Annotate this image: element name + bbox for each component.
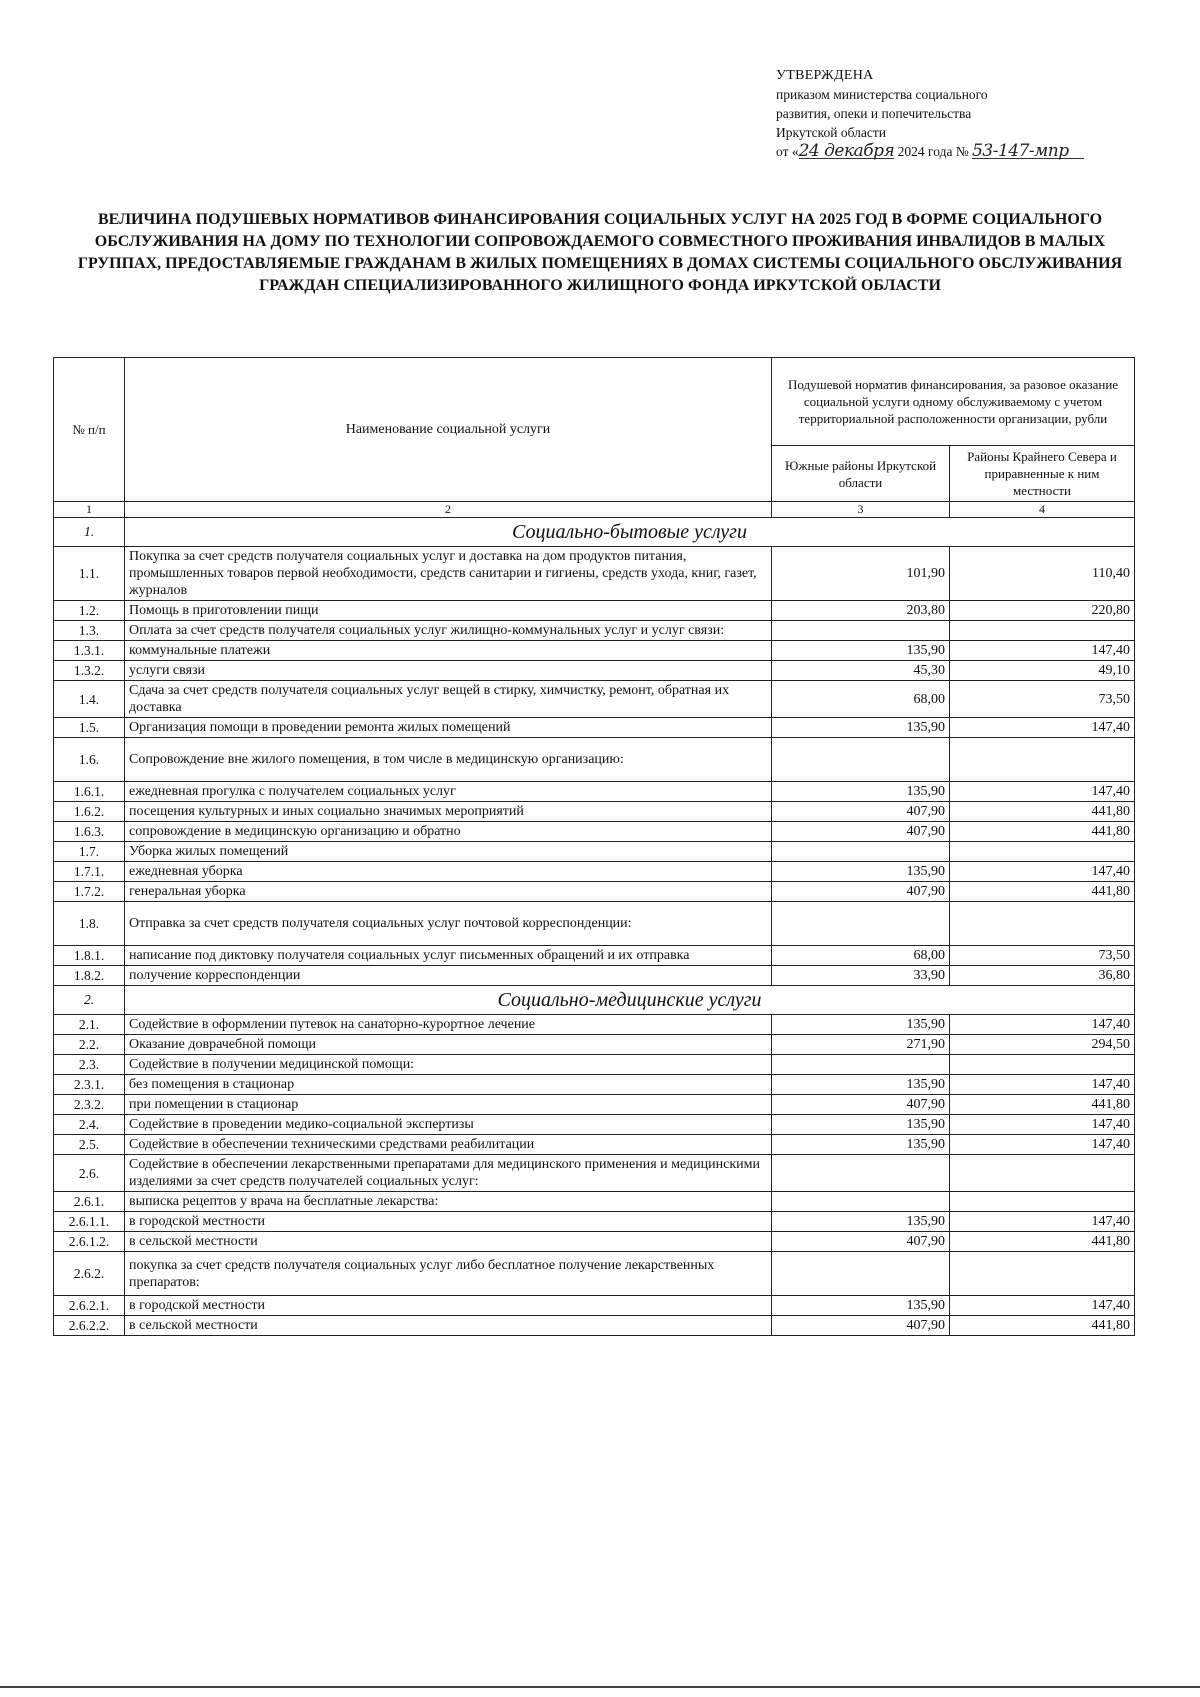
section-title: Социально-медицинские услуги — [125, 986, 1135, 1015]
row-number: 1.3.2. — [54, 661, 125, 681]
table-row — [54, 1015, 1135, 1035]
norm-south: 135,90 — [772, 1212, 950, 1232]
service-name: Оказание доврачебной помощи — [125, 1035, 772, 1055]
section-row — [54, 518, 1135, 547]
row-number: 1.2. — [54, 601, 125, 621]
norm-south: 45,30 — [772, 661, 950, 681]
table-row — [54, 882, 1135, 902]
service-name: в городской местности — [125, 1212, 772, 1232]
row-number: 2.1. — [54, 1015, 125, 1035]
bottom-border-line — [0, 1686, 1200, 1688]
service-name: Отправка за счет средств получателя социальных услуг почтовой корреспонденции: — [125, 902, 772, 946]
row-number: 2.6.2.2. — [54, 1316, 125, 1336]
norm-north: 441,80 — [950, 822, 1135, 842]
norm-south — [772, 842, 950, 862]
norm-north — [950, 902, 1135, 946]
service-name: получение корреспонденции — [125, 966, 772, 986]
norm-north — [950, 738, 1135, 782]
table-row — [54, 1095, 1135, 1115]
table-row — [54, 1035, 1135, 1055]
row-number: 2.6.2. — [54, 1252, 125, 1296]
service-name: Содействие в проведении медико-социальной экспертизы — [125, 1115, 772, 1135]
norm-south: 407,90 — [772, 882, 950, 902]
service-name: коммунальные платежи — [125, 641, 772, 661]
norm-north — [950, 1155, 1135, 1192]
service-name: Сдача за счет средств получателя социальных услуг вещей в стирку, химчистку, ремонт, обратная их доставка — [125, 681, 772, 718]
table-row — [54, 902, 1135, 946]
approval-stamp — [776, 66, 1156, 161]
norm-south — [772, 902, 950, 946]
norm-north: 147,40 — [950, 718, 1135, 738]
norm-south — [772, 1155, 950, 1192]
service-name: выписка рецептов у врача на бесплатные лекарства: — [125, 1192, 772, 1212]
service-name: Организация помощи в проведении ремонта жилых помещений — [125, 718, 772, 738]
norm-south — [772, 621, 950, 641]
norm-north: 147,40 — [950, 1212, 1135, 1232]
service-name: посещения культурных и иных социально значимых мероприятий — [125, 802, 772, 822]
norm-south: 101,90 — [772, 547, 950, 601]
norm-south — [772, 738, 950, 782]
row-number: 2.3. — [54, 1055, 125, 1075]
table-row — [54, 1075, 1135, 1095]
table-row — [54, 681, 1135, 718]
table-row — [54, 661, 1135, 681]
table-row — [54, 1232, 1135, 1252]
service-name: покупка за счет средств получателя социальных услуг либо бесплатное получение лекарственных препаратов: — [125, 1252, 772, 1296]
row-number: 1.3. — [54, 621, 125, 641]
table-row — [54, 718, 1135, 738]
row-number: 1.7. — [54, 842, 125, 862]
table-row — [54, 842, 1135, 862]
table-row — [54, 966, 1135, 986]
norm-north: 441,80 — [950, 882, 1135, 902]
norm-north: 73,50 — [950, 946, 1135, 966]
norm-north — [950, 842, 1135, 862]
table-row — [54, 601, 1135, 621]
norm-south: 407,90 — [772, 822, 950, 842]
norm-north: 147,40 — [950, 782, 1135, 802]
year-text: 2024 года № — [897, 144, 969, 159]
row-number: 1.7.1. — [54, 862, 125, 882]
table-row — [54, 1212, 1135, 1232]
norm-north: 441,80 — [950, 1095, 1135, 1115]
column-index: 4 — [950, 502, 1135, 518]
row-number: 2.5. — [54, 1135, 125, 1155]
norm-north: 441,80 — [950, 802, 1135, 822]
table-row — [54, 1296, 1135, 1316]
service-name: Содействие в получении медицинской помощи: — [125, 1055, 772, 1075]
norm-north: 294,50 — [950, 1035, 1135, 1055]
row-number: 2.3.1. — [54, 1075, 125, 1095]
norm-north: 147,40 — [950, 1296, 1135, 1316]
norm-north — [950, 1252, 1135, 1296]
service-name: генеральная уборка — [125, 882, 772, 902]
norm-north — [950, 1055, 1135, 1075]
table-body — [54, 518, 1135, 1336]
row-number: 1.1. — [54, 547, 125, 601]
norm-south: 135,90 — [772, 782, 950, 802]
service-name: услуги связи — [125, 661, 772, 681]
column-index: 2 — [125, 502, 772, 518]
norms-table — [53, 357, 1135, 1336]
norm-south: 33,90 — [772, 966, 950, 986]
row-number: 1.3.1. — [54, 641, 125, 661]
row-number: 1.6.3. — [54, 822, 125, 842]
service-name: Содействие в оформлении путевок на санаторно-курортное лечение — [125, 1015, 772, 1035]
service-name: ежедневная уборка — [125, 862, 772, 882]
approval-line: приказом министерства социального — [776, 87, 988, 102]
service-name: Уборка жилых помещений — [125, 842, 772, 862]
norm-south: 271,90 — [772, 1035, 950, 1055]
date-prefix: от « — [776, 144, 799, 159]
norm-south: 203,80 — [772, 601, 950, 621]
norm-north — [950, 621, 1135, 641]
row-number: 1.6.2. — [54, 802, 125, 822]
service-name: без помещения в стационар — [125, 1075, 772, 1095]
row-number: 1.8.1. — [54, 946, 125, 966]
norm-north: 147,40 — [950, 1015, 1135, 1035]
norm-south: 407,90 — [772, 1316, 950, 1336]
norm-north: 49,10 — [950, 661, 1135, 681]
column-index: 3 — [772, 502, 950, 518]
norm-north: 36,80 — [950, 966, 1135, 986]
handwritten-date: 24 декабря — [798, 141, 895, 161]
column-index: 1 — [54, 502, 125, 518]
norm-south: 407,90 — [772, 1095, 950, 1115]
norm-south — [772, 1055, 950, 1075]
norm-north: 147,40 — [950, 1115, 1135, 1135]
approval-line: Иркутской области — [776, 125, 887, 140]
norm-south: 135,90 — [772, 1135, 950, 1155]
norm-north: 147,40 — [950, 641, 1135, 661]
table-row — [54, 1115, 1135, 1135]
row-number: 2.6. — [54, 1155, 125, 1192]
section-row — [54, 986, 1135, 1015]
norm-south: 135,90 — [772, 862, 950, 882]
norm-south: 135,90 — [772, 1015, 950, 1035]
table-row — [54, 862, 1135, 882]
norm-north — [950, 1192, 1135, 1212]
row-number: 1.8. — [54, 902, 125, 946]
service-name: при помещении в стационар — [125, 1095, 772, 1115]
norm-north: 220,80 — [950, 601, 1135, 621]
header-norm: Подушевой норматив финансирования, за разовое оказание социальной услуги одному обслуживаемому с учетом территориальной расположенности организации, рубли — [772, 358, 1135, 446]
table-row — [54, 822, 1135, 842]
norm-north: 147,40 — [950, 1075, 1135, 1095]
row-number: 1.4. — [54, 681, 125, 718]
header-number: № п/п — [54, 358, 125, 502]
section-number: 1. — [54, 518, 125, 547]
row-number: 2.4. — [54, 1115, 125, 1135]
section-number: 2. — [54, 986, 125, 1015]
norm-north: 147,40 — [950, 862, 1135, 882]
norm-north: 441,80 — [950, 1232, 1135, 1252]
service-name: Содействие в обеспечении лекарственными препаратами для медицинского применения и медицинскими изделиями за счет средств получателей социальных услуг: — [125, 1155, 772, 1192]
row-number: 1.6. — [54, 738, 125, 782]
norm-south: 135,90 — [772, 1075, 950, 1095]
norm-south: 68,00 — [772, 681, 950, 718]
approval-date-line — [776, 142, 1156, 161]
service-name: ежедневная прогулка с получателем социальных услуг — [125, 782, 772, 802]
norm-south — [772, 1252, 950, 1296]
service-name: Помощь в приготовлении пищи — [125, 601, 772, 621]
norm-south: 407,90 — [772, 802, 950, 822]
norm-south: 135,90 — [772, 1296, 950, 1316]
row-number: 2.6.2.1. — [54, 1296, 125, 1316]
norm-south: 407,90 — [772, 1232, 950, 1252]
norm-north: 73,50 — [950, 681, 1135, 718]
service-name: Оплата за счет средств получателя социальных услуг жилищно-коммунальных услуг и услуг связи: — [125, 621, 772, 641]
table-row — [54, 782, 1135, 802]
norm-north: 147,40 — [950, 1135, 1135, 1155]
norm-south: 135,90 — [772, 641, 950, 661]
table-row — [54, 1316, 1135, 1336]
service-name: Сопровождение вне жилого помещения, в том числе в медицинскую организацию: — [125, 738, 772, 782]
row-number: 1.5. — [54, 718, 125, 738]
row-number: 1.7.2. — [54, 882, 125, 902]
service-name: написание под диктовку получателя социальных услуг письменных обращений и их отправка — [125, 946, 772, 966]
row-number: 2.6.1.2. — [54, 1232, 125, 1252]
table-row — [54, 802, 1135, 822]
norm-south: 68,00 — [772, 946, 950, 966]
norm-north: 110,40 — [950, 547, 1135, 601]
header-service-name: Наименование социальной услуги — [125, 358, 772, 502]
norm-north: 441,80 — [950, 1316, 1135, 1336]
row-number: 1.6.1. — [54, 782, 125, 802]
row-number: 1.8.2. — [54, 966, 125, 986]
approval-heading: УТВЕРЖДЕНА — [776, 68, 874, 83]
row-number: 2.6.1.1. — [54, 1212, 125, 1232]
service-name: в сельской местности — [125, 1232, 772, 1252]
header-south: Южные районы Иркутской области — [772, 446, 950, 502]
row-number: 2.2. — [54, 1035, 125, 1055]
norm-south — [772, 1192, 950, 1212]
row-number: 2.6.1. — [54, 1192, 125, 1212]
service-name: сопровождение в медицинскую организацию и обратно — [125, 822, 772, 842]
table-row — [54, 641, 1135, 661]
table-row — [54, 1192, 1135, 1212]
service-name: Содействие в обеспечении техническими средствами реабилитации — [125, 1135, 772, 1155]
table-row — [54, 946, 1135, 966]
table-row — [54, 1155, 1135, 1192]
handwritten-order-number: 53-147-мпр — [972, 144, 1084, 159]
table-row — [54, 621, 1135, 641]
norm-south: 135,90 — [772, 718, 950, 738]
table-row — [54, 1252, 1135, 1296]
service-name: в городской местности — [125, 1296, 772, 1316]
table-row — [54, 1055, 1135, 1075]
service-name: в сельской местности — [125, 1316, 772, 1336]
service-name: Покупка за счет средств получателя социальных услуг и доставка на дом продуктов питания, промышленных товаров первой необходимости, средств санитарии и гигиены, средств ухода, книг, газет, журналов — [125, 547, 772, 601]
approval-line: развития, опеки и попечительства — [776, 106, 972, 121]
header-north: Районы Крайнего Севера и приравненные к ним местности — [950, 446, 1135, 502]
table-row — [54, 547, 1135, 601]
table-row — [54, 738, 1135, 782]
table-row — [54, 1135, 1135, 1155]
document-title: ВЕЛИЧИНА ПОДУШЕВЫХ НОРМАТИВОВ ФИНАНСИРОВАНИЯ СОЦИАЛЬНЫХ УСЛУГ НА 2025 ГОД В ФОРМЕ СОЦИАЛЬНОГО ОБСЛУЖИВАНИЯ НА ДОМУ ПО ТЕХНОЛОГИИ СОПРОВОЖДАЕМОГО СОВМЕСТНОГО ПРОЖИВАНИЯ ИНВАЛИДОВ В МАЛЫХ ГРУППАХ, ПРЕДОСТАВЛЯЕМЫЕ ГРАЖДАНАМ В ЖИЛЫХ ПОМЕЩЕНИЯХ В ДОМАХ СИСТЕМЫ СОЦИАЛЬНОГО ОБСЛУЖИВАНИЯ ГРАЖДАН СПЕЦИАЛИЗИРОВАННОГО ЖИЛИЩНОГО ФОНДА ИРКУТСКОЙ ОБЛАСТИ — [77, 211, 1123, 294]
row-number: 2.3.2. — [54, 1095, 125, 1115]
section-title: Социально-бытовые услуги — [125, 518, 1135, 547]
norm-south: 135,90 — [772, 1115, 950, 1135]
